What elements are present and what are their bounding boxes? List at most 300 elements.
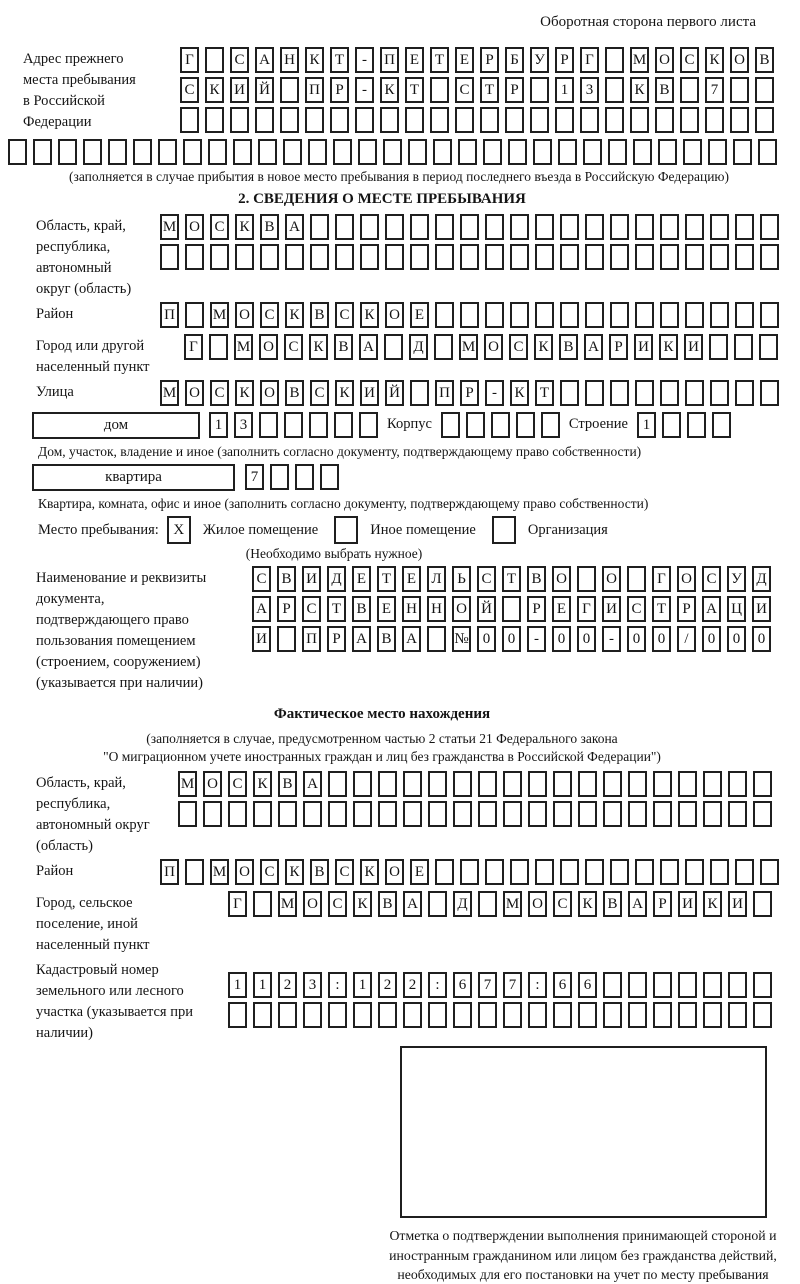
char-cell[interactable] <box>359 412 378 438</box>
char-cell[interactable]: К <box>510 380 529 406</box>
char-cell[interactable]: В <box>377 626 396 652</box>
char-cell[interactable]: О <box>203 771 222 797</box>
char-cell[interactable]: М <box>278 891 297 917</box>
char-cell[interactable] <box>180 107 199 133</box>
char-cell[interactable]: М <box>210 859 229 885</box>
char-cell[interactable] <box>403 801 422 827</box>
char-cell[interactable] <box>703 1002 722 1028</box>
char-cell[interactable] <box>328 1002 347 1028</box>
char-cell[interactable] <box>185 859 204 885</box>
char-cell[interactable]: 0 <box>502 626 521 652</box>
char-cell[interactable] <box>360 214 379 240</box>
char-cell[interactable] <box>630 107 649 133</box>
char-cell[interactable] <box>228 1002 247 1028</box>
char-cell[interactable]: И <box>634 334 653 360</box>
char-cell[interactable] <box>430 107 449 133</box>
char-cell[interactable]: 6 <box>578 972 597 998</box>
char-cell[interactable]: Г <box>577 596 596 622</box>
char-cell[interactable] <box>560 380 579 406</box>
char-cell[interactable] <box>460 244 479 270</box>
char-cell[interactable] <box>685 302 704 328</box>
char-cell[interactable]: К <box>380 77 399 103</box>
char-cell[interactable] <box>277 626 296 652</box>
char-cell[interactable]: С <box>680 47 699 73</box>
char-cell[interactable] <box>735 859 754 885</box>
char-cell[interactable] <box>410 380 429 406</box>
char-cell[interactable] <box>758 139 777 165</box>
char-cell[interactable]: Р <box>609 334 628 360</box>
checkbox-other-premises[interactable] <box>334 516 358 544</box>
char-cell[interactable]: П <box>160 859 179 885</box>
char-cell[interactable]: Р <box>527 596 546 622</box>
char-cell[interactable]: М <box>210 302 229 328</box>
char-cell[interactable] <box>478 1002 497 1028</box>
char-cell[interactable]: 0 <box>752 626 771 652</box>
char-cell[interactable] <box>428 771 447 797</box>
char-cell[interactable] <box>535 214 554 240</box>
char-cell[interactable]: Т <box>535 380 554 406</box>
char-cell[interactable] <box>760 380 779 406</box>
char-cell[interactable]: С <box>302 596 321 622</box>
char-cell[interactable] <box>733 139 752 165</box>
char-cell[interactable]: Г <box>652 566 671 592</box>
char-cell[interactable]: Т <box>377 566 396 592</box>
char-cell[interactable] <box>309 412 328 438</box>
char-cell[interactable] <box>760 244 779 270</box>
char-cell[interactable] <box>678 771 697 797</box>
char-cell[interactable]: А <box>255 47 274 73</box>
char-cell[interactable] <box>333 139 352 165</box>
char-cell[interactable]: Е <box>352 566 371 592</box>
char-cell[interactable] <box>378 801 397 827</box>
char-cell[interactable] <box>660 244 679 270</box>
char-cell[interactable]: В <box>310 302 329 328</box>
char-cell[interactable] <box>455 107 474 133</box>
char-cell[interactable]: Р <box>653 891 672 917</box>
char-cell[interactable] <box>755 107 774 133</box>
char-cell[interactable] <box>209 334 228 360</box>
char-cell[interactable] <box>710 302 729 328</box>
char-cell[interactable]: Р <box>460 380 479 406</box>
char-cell[interactable]: 3 <box>234 412 253 438</box>
char-cell[interactable]: О <box>303 891 322 917</box>
char-cell[interactable]: С <box>180 77 199 103</box>
char-cell[interactable]: 1 <box>353 972 372 998</box>
char-cell[interactable] <box>334 412 353 438</box>
char-cell[interactable] <box>355 107 374 133</box>
char-cell[interactable]: И <box>360 380 379 406</box>
char-cell[interactable] <box>503 771 522 797</box>
char-cell[interactable] <box>709 334 728 360</box>
char-cell[interactable]: В <box>310 859 329 885</box>
char-cell[interactable] <box>712 412 731 438</box>
char-cell[interactable] <box>605 107 624 133</box>
char-cell[interactable]: А <box>628 891 647 917</box>
char-cell[interactable] <box>558 139 577 165</box>
char-cell[interactable]: Р <box>327 626 346 652</box>
char-cell[interactable]: К <box>659 334 678 360</box>
char-cell[interactable] <box>728 1002 747 1028</box>
char-cell[interactable] <box>678 1002 697 1028</box>
char-cell[interactable] <box>405 107 424 133</box>
char-cell[interactable]: 1 <box>555 77 574 103</box>
char-cell[interactable]: 1 <box>209 412 228 438</box>
char-cell[interactable] <box>353 1002 372 1028</box>
char-cell[interactable] <box>583 139 602 165</box>
char-cell[interactable] <box>305 107 324 133</box>
char-cell[interactable] <box>585 859 604 885</box>
char-cell[interactable] <box>205 47 224 73</box>
char-cell[interactable]: Т <box>405 77 424 103</box>
checkbox-organization[interactable] <box>492 516 516 544</box>
char-cell[interactable] <box>662 412 681 438</box>
char-cell[interactable] <box>260 244 279 270</box>
char-cell[interactable] <box>353 801 372 827</box>
char-cell[interactable]: В <box>278 771 297 797</box>
char-cell[interactable]: - <box>602 626 621 652</box>
char-cell[interactable] <box>58 139 77 165</box>
char-cell[interactable] <box>403 771 422 797</box>
char-cell[interactable] <box>760 214 779 240</box>
char-cell[interactable] <box>330 107 349 133</box>
char-cell[interactable] <box>510 214 529 240</box>
char-cell[interactable] <box>685 380 704 406</box>
char-cell[interactable]: О <box>185 380 204 406</box>
char-cell[interactable] <box>183 139 202 165</box>
char-cell[interactable]: С <box>230 47 249 73</box>
char-cell[interactable]: К <box>235 214 254 240</box>
char-cell[interactable]: 3 <box>303 972 322 998</box>
char-cell[interactable] <box>608 139 627 165</box>
char-cell[interactable] <box>453 801 472 827</box>
char-cell[interactable]: Р <box>480 47 499 73</box>
char-cell[interactable]: О <box>484 334 503 360</box>
char-cell[interactable] <box>528 771 547 797</box>
char-cell[interactable]: А <box>584 334 603 360</box>
char-cell[interactable]: К <box>235 380 254 406</box>
char-cell[interactable] <box>628 771 647 797</box>
char-cell[interactable] <box>485 302 504 328</box>
char-cell[interactable]: Е <box>377 596 396 622</box>
char-cell[interactable]: М <box>503 891 522 917</box>
char-cell[interactable] <box>428 891 447 917</box>
char-cell[interactable] <box>585 302 604 328</box>
char-cell[interactable] <box>610 214 629 240</box>
char-cell[interactable] <box>380 107 399 133</box>
char-cell[interactable]: О <box>385 302 404 328</box>
char-cell[interactable]: 1 <box>637 412 656 438</box>
char-cell[interactable] <box>680 107 699 133</box>
char-cell[interactable]: Е <box>410 302 429 328</box>
char-cell[interactable] <box>303 1002 322 1028</box>
char-cell[interactable] <box>603 972 622 998</box>
char-cell[interactable] <box>283 139 302 165</box>
char-cell[interactable] <box>585 244 604 270</box>
char-cell[interactable]: - <box>527 626 546 652</box>
char-cell[interactable] <box>728 771 747 797</box>
char-cell[interactable] <box>635 244 654 270</box>
char-cell[interactable]: Й <box>255 77 274 103</box>
char-cell[interactable]: Р <box>330 77 349 103</box>
char-cell[interactable] <box>755 77 774 103</box>
char-cell[interactable]: И <box>678 891 697 917</box>
char-cell[interactable]: С <box>228 771 247 797</box>
char-cell[interactable]: - <box>485 380 504 406</box>
char-cell[interactable] <box>585 380 604 406</box>
char-cell[interactable]: 0 <box>577 626 596 652</box>
char-cell[interactable]: О <box>185 214 204 240</box>
char-cell[interactable]: С <box>477 566 496 592</box>
char-cell[interactable]: И <box>230 77 249 103</box>
char-cell[interactable] <box>735 214 754 240</box>
char-cell[interactable] <box>433 139 452 165</box>
char-cell[interactable] <box>635 214 654 240</box>
char-cell[interactable] <box>133 139 152 165</box>
char-cell[interactable] <box>460 214 479 240</box>
char-cell[interactable] <box>328 801 347 827</box>
char-cell[interactable]: О <box>235 302 254 328</box>
char-cell[interactable]: О <box>385 859 404 885</box>
char-cell[interactable]: К <box>703 891 722 917</box>
char-cell[interactable]: Д <box>453 891 472 917</box>
char-cell[interactable]: Т <box>502 566 521 592</box>
char-cell[interactable] <box>427 626 446 652</box>
char-cell[interactable]: Й <box>385 380 404 406</box>
char-cell[interactable] <box>628 1002 647 1028</box>
char-cell[interactable] <box>505 107 524 133</box>
char-cell[interactable]: 2 <box>278 972 297 998</box>
char-cell[interactable]: И <box>302 566 321 592</box>
char-cell[interactable] <box>683 139 702 165</box>
char-cell[interactable]: О <box>602 566 621 592</box>
char-cell[interactable] <box>478 801 497 827</box>
char-cell[interactable] <box>360 244 379 270</box>
char-cell[interactable]: С <box>210 380 229 406</box>
char-cell[interactable] <box>466 412 485 438</box>
char-cell[interactable] <box>710 859 729 885</box>
char-cell[interactable] <box>253 891 272 917</box>
char-cell[interactable] <box>441 412 460 438</box>
char-cell[interactable] <box>205 107 224 133</box>
char-cell[interactable] <box>760 302 779 328</box>
char-cell[interactable] <box>210 244 229 270</box>
char-cell[interactable] <box>528 1002 547 1028</box>
char-cell[interactable] <box>603 801 622 827</box>
char-cell[interactable]: С <box>260 302 279 328</box>
char-cell[interactable] <box>605 77 624 103</box>
char-cell[interactable] <box>530 77 549 103</box>
char-cell[interactable]: И <box>602 596 621 622</box>
char-cell[interactable] <box>480 107 499 133</box>
char-cell[interactable]: В <box>334 334 353 360</box>
char-cell[interactable]: 0 <box>702 626 721 652</box>
char-cell[interactable] <box>453 1002 472 1028</box>
char-cell[interactable]: 1 <box>228 972 247 998</box>
char-cell[interactable] <box>430 77 449 103</box>
char-cell[interactable]: С <box>260 859 279 885</box>
char-cell[interactable] <box>541 412 560 438</box>
char-cell[interactable] <box>703 771 722 797</box>
char-cell[interactable]: П <box>435 380 454 406</box>
char-cell[interactable]: К <box>534 334 553 360</box>
char-cell[interactable] <box>83 139 102 165</box>
char-cell[interactable] <box>653 801 672 827</box>
char-cell[interactable]: Т <box>330 47 349 73</box>
char-cell[interactable]: Р <box>277 596 296 622</box>
char-cell[interactable]: В <box>655 77 674 103</box>
char-cell[interactable] <box>516 412 535 438</box>
char-cell[interactable] <box>508 139 527 165</box>
char-cell[interactable] <box>710 244 729 270</box>
apartment-type-box[interactable]: квартира <box>32 464 235 491</box>
char-cell[interactable] <box>503 801 522 827</box>
char-cell[interactable] <box>710 214 729 240</box>
char-cell[interactable] <box>428 801 447 827</box>
char-cell[interactable]: А <box>359 334 378 360</box>
char-cell[interactable]: М <box>630 47 649 73</box>
char-cell[interactable] <box>383 139 402 165</box>
char-cell[interactable]: С <box>252 566 271 592</box>
char-cell[interactable] <box>535 302 554 328</box>
char-cell[interactable]: Т <box>327 596 346 622</box>
char-cell[interactable]: 0 <box>727 626 746 652</box>
char-cell[interactable] <box>178 801 197 827</box>
char-cell[interactable] <box>610 380 629 406</box>
char-cell[interactable]: А <box>252 596 271 622</box>
char-cell[interactable] <box>280 107 299 133</box>
char-cell[interactable]: Р <box>505 77 524 103</box>
char-cell[interactable] <box>478 771 497 797</box>
char-cell[interactable]: К <box>205 77 224 103</box>
char-cell[interactable] <box>385 244 404 270</box>
char-cell[interactable]: 0 <box>627 626 646 652</box>
char-cell[interactable] <box>735 244 754 270</box>
char-cell[interactable] <box>577 566 596 592</box>
char-cell[interactable]: С <box>335 859 354 885</box>
char-cell[interactable] <box>653 771 672 797</box>
char-cell[interactable] <box>460 859 479 885</box>
char-cell[interactable]: М <box>160 380 179 406</box>
char-cell[interactable] <box>228 801 247 827</box>
char-cell[interactable] <box>208 139 227 165</box>
char-cell[interactable] <box>483 139 502 165</box>
char-cell[interactable] <box>560 302 579 328</box>
char-cell[interactable] <box>735 302 754 328</box>
char-cell[interactable] <box>610 244 629 270</box>
char-cell[interactable] <box>580 107 599 133</box>
char-cell[interactable]: П <box>305 77 324 103</box>
char-cell[interactable]: А <box>352 626 371 652</box>
char-cell[interactable] <box>310 244 329 270</box>
char-cell[interactable] <box>303 801 322 827</box>
char-cell[interactable]: 0 <box>552 626 571 652</box>
char-cell[interactable]: С <box>335 302 354 328</box>
char-cell[interactable]: С <box>455 77 474 103</box>
char-cell[interactable]: : <box>528 972 547 998</box>
char-cell[interactable]: А <box>285 214 304 240</box>
char-cell[interactable]: 6 <box>453 972 472 998</box>
char-cell[interactable]: С <box>310 380 329 406</box>
char-cell[interactable] <box>253 801 272 827</box>
char-cell[interactable]: О <box>528 891 547 917</box>
char-cell[interactable] <box>578 771 597 797</box>
char-cell[interactable]: Р <box>677 596 696 622</box>
char-cell[interactable] <box>728 972 747 998</box>
char-cell[interactable]: С <box>627 596 646 622</box>
checkbox-residential[interactable]: X <box>167 516 191 544</box>
char-cell[interactable] <box>378 1002 397 1028</box>
char-cell[interactable] <box>553 1002 572 1028</box>
char-cell[interactable]: : <box>328 972 347 998</box>
char-cell[interactable]: П <box>160 302 179 328</box>
char-cell[interactable] <box>633 139 652 165</box>
char-cell[interactable]: С <box>328 891 347 917</box>
char-cell[interactable] <box>760 859 779 885</box>
char-cell[interactable]: В <box>378 891 397 917</box>
char-cell[interactable]: Т <box>480 77 499 103</box>
char-cell[interactable] <box>533 139 552 165</box>
char-cell[interactable]: К <box>353 891 372 917</box>
char-cell[interactable]: / <box>677 626 696 652</box>
char-cell[interactable] <box>610 859 629 885</box>
char-cell[interactable] <box>185 302 204 328</box>
char-cell[interactable] <box>753 801 772 827</box>
char-cell[interactable] <box>230 107 249 133</box>
char-cell[interactable]: К <box>285 859 304 885</box>
char-cell[interactable] <box>453 771 472 797</box>
char-cell[interactable]: М <box>178 771 197 797</box>
char-cell[interactable] <box>503 1002 522 1028</box>
char-cell[interactable] <box>560 859 579 885</box>
char-cell[interactable]: В <box>285 380 304 406</box>
char-cell[interactable] <box>384 334 403 360</box>
char-cell[interactable] <box>255 107 274 133</box>
char-cell[interactable] <box>270 464 289 490</box>
char-cell[interactable]: М <box>234 334 253 360</box>
char-cell[interactable]: Г <box>184 334 203 360</box>
char-cell[interactable] <box>553 801 572 827</box>
char-cell[interactable]: К <box>285 302 304 328</box>
char-cell[interactable] <box>410 214 429 240</box>
char-cell[interactable]: О <box>677 566 696 592</box>
char-cell[interactable] <box>734 334 753 360</box>
char-cell[interactable] <box>458 139 477 165</box>
char-cell[interactable]: В <box>352 596 371 622</box>
char-cell[interactable] <box>735 380 754 406</box>
char-cell[interactable]: А <box>402 626 421 652</box>
char-cell[interactable] <box>753 891 772 917</box>
char-cell[interactable] <box>658 139 677 165</box>
char-cell[interactable]: У <box>727 566 746 592</box>
char-cell[interactable] <box>335 244 354 270</box>
char-cell[interactable] <box>485 214 504 240</box>
char-cell[interactable] <box>358 139 377 165</box>
char-cell[interactable] <box>203 801 222 827</box>
char-cell[interactable]: О <box>452 596 471 622</box>
char-cell[interactable] <box>460 302 479 328</box>
char-cell[interactable]: Д <box>409 334 428 360</box>
char-cell[interactable] <box>635 859 654 885</box>
char-cell[interactable]: 3 <box>580 77 599 103</box>
char-cell[interactable] <box>628 801 647 827</box>
char-cell[interactable]: М <box>459 334 478 360</box>
char-cell[interactable] <box>284 412 303 438</box>
char-cell[interactable]: Е <box>405 47 424 73</box>
char-cell[interactable] <box>280 77 299 103</box>
char-cell[interactable] <box>560 244 579 270</box>
char-cell[interactable]: 2 <box>403 972 422 998</box>
char-cell[interactable]: Д <box>327 566 346 592</box>
